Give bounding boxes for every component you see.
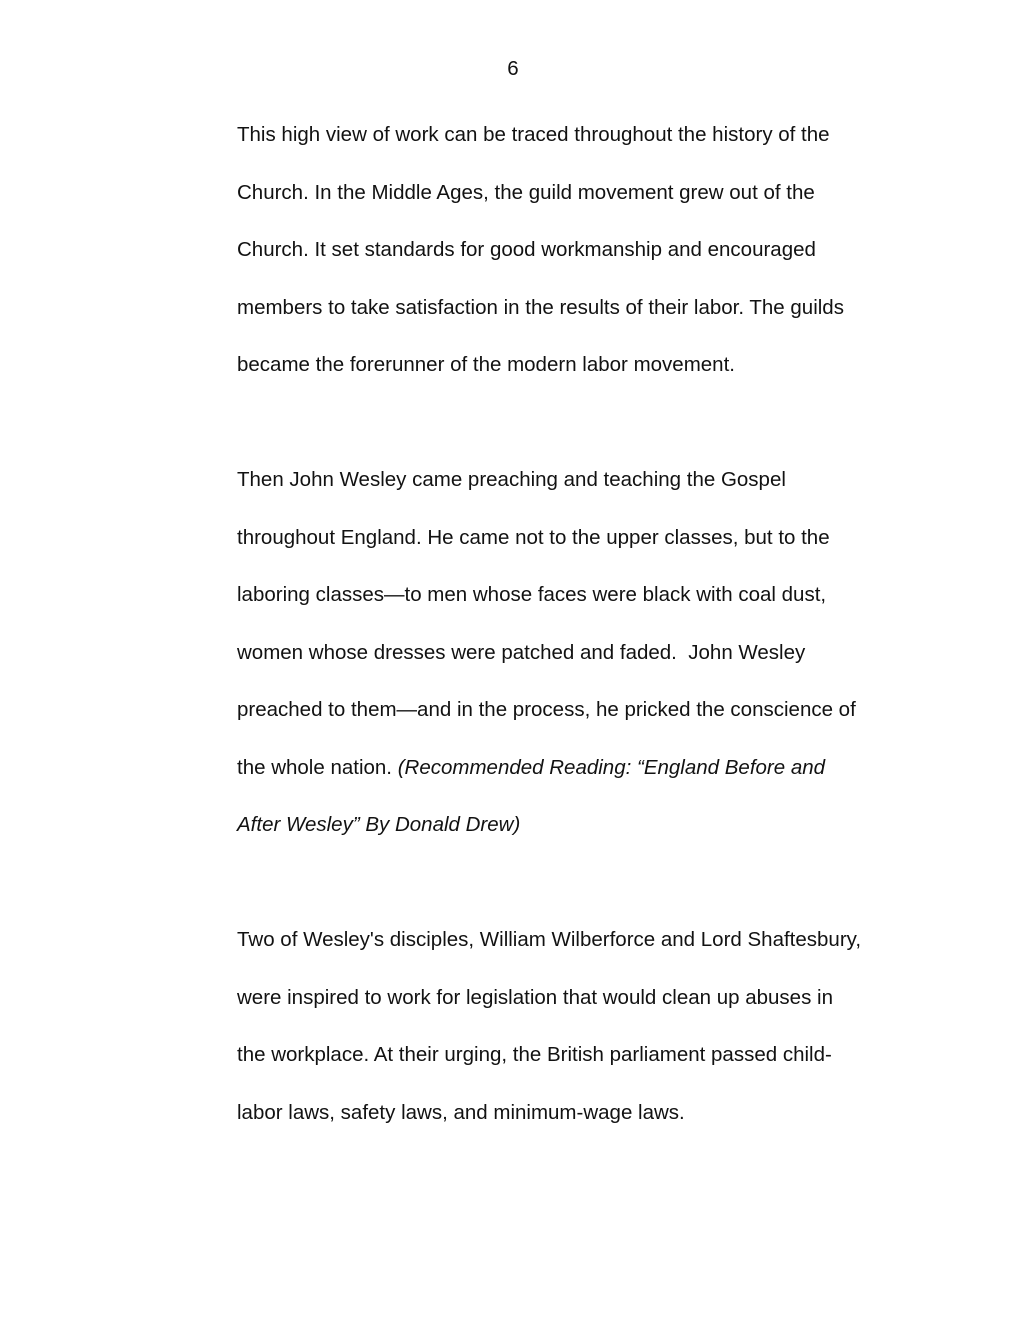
text-segment: the whole nation.: [237, 755, 398, 779]
text-segment: Two of Wesley's disciples, William Wilberforce and Lord Shaftesbury,: [237, 928, 862, 951]
text-line: [237, 566, 937, 624]
text-line: [237, 739, 937, 797]
paragraph: [237, 451, 937, 854]
text-segment: throughout England. He came not to the upper classes, but to the: [237, 525, 830, 549]
text-segment: were inspired to work for legislation that would clean up abuses in: [237, 985, 833, 1009]
text-segment: became the forerunner of the modern labor movement.: [237, 353, 735, 376]
text-line: [237, 451, 937, 509]
text-line: [237, 1084, 937, 1142]
text-line: [237, 969, 937, 1027]
page-number: 6: [507, 57, 519, 80]
text-line: [237, 221, 937, 279]
text-segment: Church. In the Middle Ages, the guild movement grew out of the: [237, 180, 815, 204]
text-block: [237, 106, 937, 1199]
text-segment: laboring classes—to men whose faces were black with coal dust,: [237, 583, 827, 606]
text-segment: This high view of work can be traced throughout the history of the: [237, 123, 830, 146]
text-line: [237, 279, 937, 337]
text-line: [237, 106, 937, 164]
text-segment: women whose dresses were patched and faded. John Wesley: [237, 640, 806, 664]
text-line: [237, 509, 937, 567]
text-segment: members to take satisfaction in the results of their labor. The guilds: [237, 295, 844, 319]
text-line: [237, 796, 937, 854]
italic-text-segment: (Recommended Reading: “England Before and: [397, 755, 826, 779]
text-segment: Then John Wesley came preaching and teaching the Gospel: [237, 468, 786, 491]
text-line: [237, 336, 937, 394]
text-line: [237, 1026, 937, 1084]
text-line: [237, 164, 937, 222]
text-segment: preached to them—and in the process, he pricked the conscience of: [237, 698, 856, 721]
paragraph: [237, 106, 937, 394]
paragraph: [237, 911, 937, 1141]
italic-text-segment: After Wesley” By Donald Drew): [237, 813, 521, 836]
text-line: [237, 624, 937, 682]
text-segment: labor laws, safety laws, and minimum-wage laws.: [237, 1100, 685, 1124]
text-segment: Church. It set standards for good workmanship and encouraged: [237, 238, 816, 261]
text-line: [237, 911, 937, 969]
text-line: [237, 681, 937, 739]
text-segment: the workplace. At their urging, the British parliament passed child-: [237, 1043, 832, 1066]
